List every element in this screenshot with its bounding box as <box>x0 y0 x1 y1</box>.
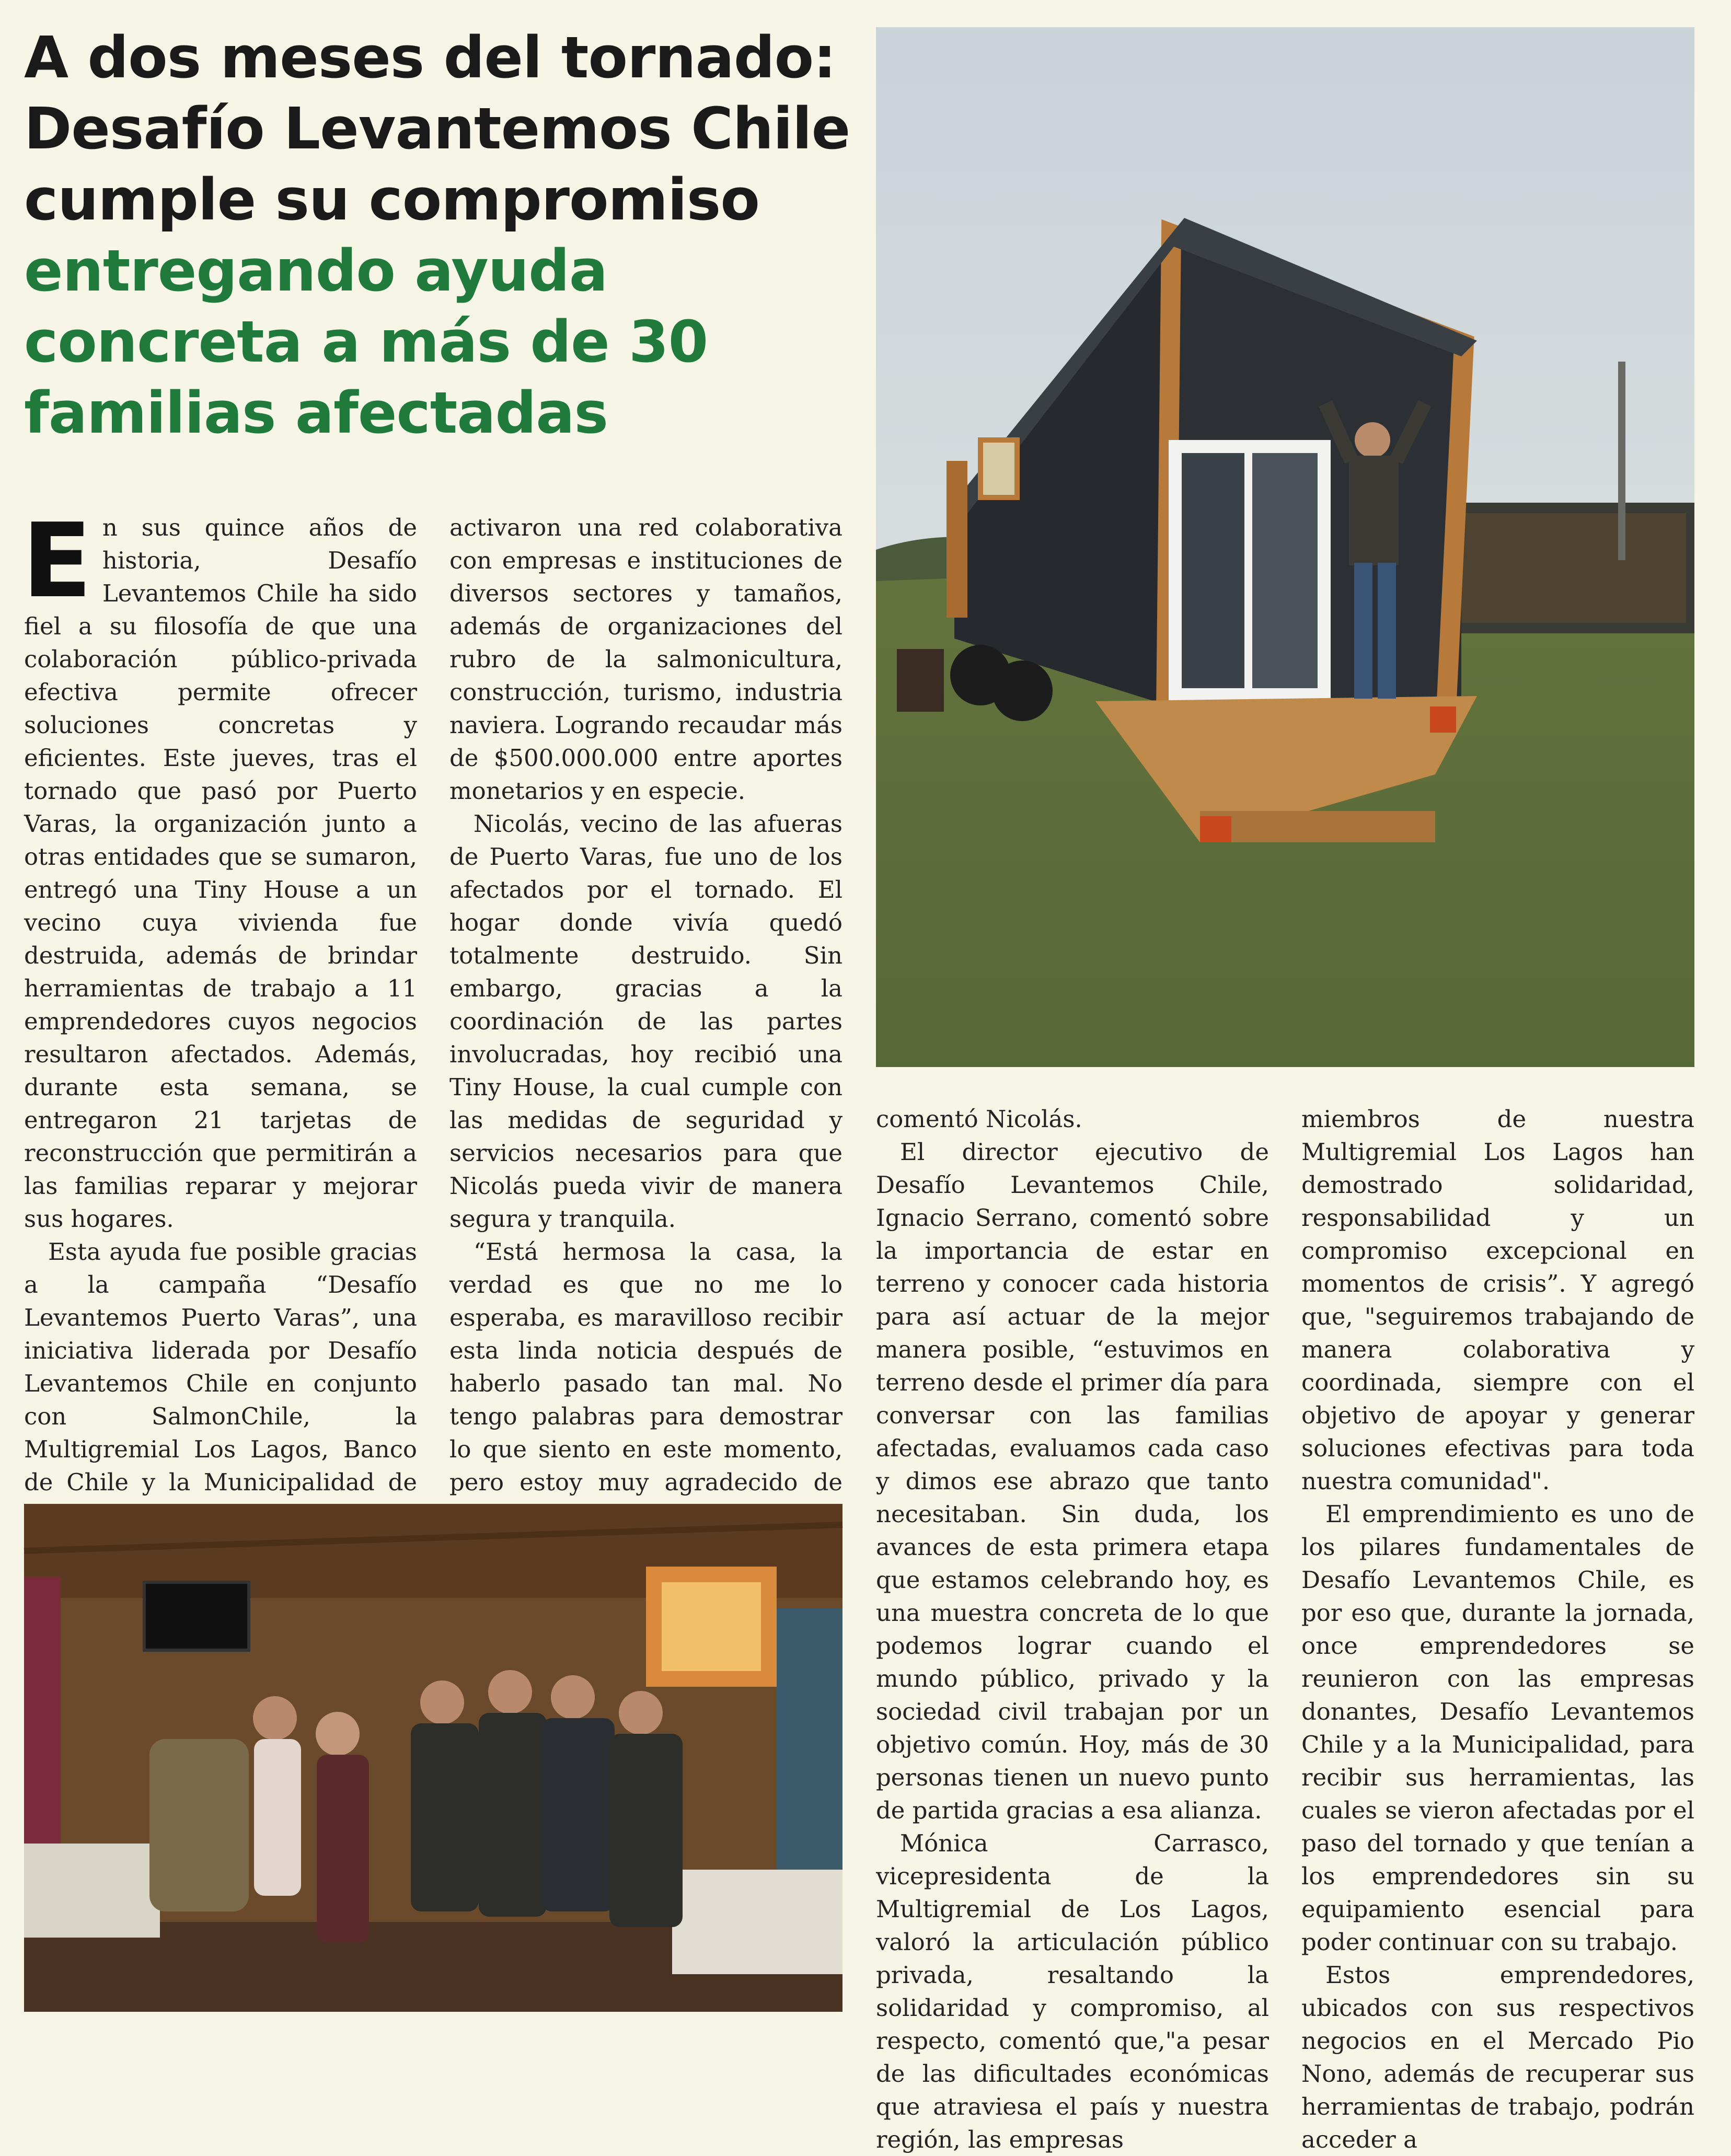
headline-green: entregando ayuda concreta a más de 30 familias afectadas <box>24 237 708 446</box>
article-headline <box>24 22 860 448</box>
article-column-4 <box>1301 1103 1694 2153</box>
paragraph: miembros de nuestra Multigremial Los Lagos han demostrado solidaridad, responsabilidad y un compromiso excepcional en momentos de crisis”. Y agregó que, "seguiremos trabajando de manera colaborativa y coordinada, siempre con el objetivo de apoyar y generar soluciones efectivas para toda nuestra comunidad". <box>1301 1105 1694 1495</box>
paragraph: Esta ayuda fue posible gracias a la campaña “Desafío Levantemos Puerto Varas”, una iniciativa liderada por Desafío Levantemos Chile en conjunto con SalmonChile, la Multigremial Los Lagos, Banco de Chile y la Municipalidad de <box>24 1238 417 1496</box>
tiny-house-photo <box>876 27 1694 1067</box>
paragraph: “Está hermosa la casa, la verdad es que no me lo esperaba, es maravilloso recibir esta linda noticia después de haberlo pasado tan mal. No tengo palabras para demostrar lo que siento en este momento, pero estoy muy agradecido de <box>449 1238 843 1496</box>
paragraph: Nicolás, vecino de las afueras de Puerto Varas, fue uno de los afectados por el tornado. El hogar donde vivía quedó totalmente destruido. Sin embargo, gracias a la coordinación de las partes involucradas, hoy recibió una Tiny House, la cual cumple con las medidas de seguridad y servicios necesarios para que Nicolás pueda vivir de manera segura y tranquila. <box>449 810 843 1233</box>
tiny-house-illustration <box>876 27 1694 1067</box>
paragraph: Mónica Carrasco, vicepresidenta de la Multigremial de Los Lagos, valoró la articulación público privada, resaltando la solidaridad y compromiso, al respecto, comentó que,"a pesar de las dificultades económicas que atraviesa el país y nuestra región, las empresas <box>876 1829 1269 2153</box>
paragraph-text: n sus quince años de historia, Desafío Levantemos Chile ha sido fiel a su filosofía de que una colaboración público-privada efectiva permite ofrecer soluciones concretas y eficientes. Este jueves, tras el tornado que pasó por Puerto Varas, la organización junto a otras entidades que se sumaron, entregó una Tiny House a un vecino cuya vivienda fue destruida, además de brindar herramientas de trabajo a 11 emprendedores cuyos negocios resultaron afectados. Además, durante esta semana, se entregaron 21 tarjetas de reconstrucción que permitirán a las familias reparar y mejorar sus hogares. <box>24 514 417 1233</box>
paragraph: comentó Nicolás. <box>876 1105 1082 1133</box>
group-illustration <box>24 1504 843 2012</box>
drop-cap: E <box>22 502 92 621</box>
article-column-1 <box>22 502 417 1496</box>
article-column-2 <box>449 511 843 1496</box>
headline-black: A dos meses del tornado: Desafío Levantemos Chile cumple su compromiso <box>24 24 850 233</box>
paragraph <box>22 502 417 1235</box>
paragraph: activaron una red colaborativa con empresas e instituciones de diversos sectores y tamaños, además de organizaciones del rubro de la salmonicultura, construcción, turismo, industria naviera. Logrando recaudar más de $500.000.000 entre aportes monetarios y en especie. <box>449 514 843 805</box>
group-photo <box>24 1504 843 2012</box>
paragraph: El director ejecutivo de Desafío Levantemos Chile, Ignacio Serrano, comentó sobre la importancia de estar en terreno y conocer cada historia para así actuar de la mejor manera posible, “estuvimos en terreno desde el primer día para conversar con las familias afectadas, evaluamos cada caso y dimos ese abrazo que tanto necesitaban. Sin duda, los avances de esta primera etapa que estamos celebrando hoy, es una muestra concreta de lo que podemos lograr cuando el mundo público, privado y la sociedad civil trabajan por un objetivo común. Hoy, más de 30 personas tienen un nuevo punto de partida gracias a esa alianza. <box>876 1138 1269 1824</box>
paragraph: Estos emprendedores, ubicados con sus respectivos negocios en el Mercado Pio Nono, además de recuperar sus herramientas de trabajo, podrán acceder a <box>1301 1961 1694 2153</box>
paragraph: El emprendimiento es uno de los pilares fundamentales de Desafío Levantemos Chile, es por eso que, durante la jornada, once emprendedores se reunieron con las empresas donantes, Desafío Levantemos Chile y a la Municipalidad, para recibir sus herramientas, las cuales se vieron afectadas por el paso del tornado y que tenían a los emprendedores sin su equipamiento esencial para poder continuar con su trabajo. <box>1301 1500 1694 1956</box>
article-column-3 <box>876 1103 1269 2153</box>
